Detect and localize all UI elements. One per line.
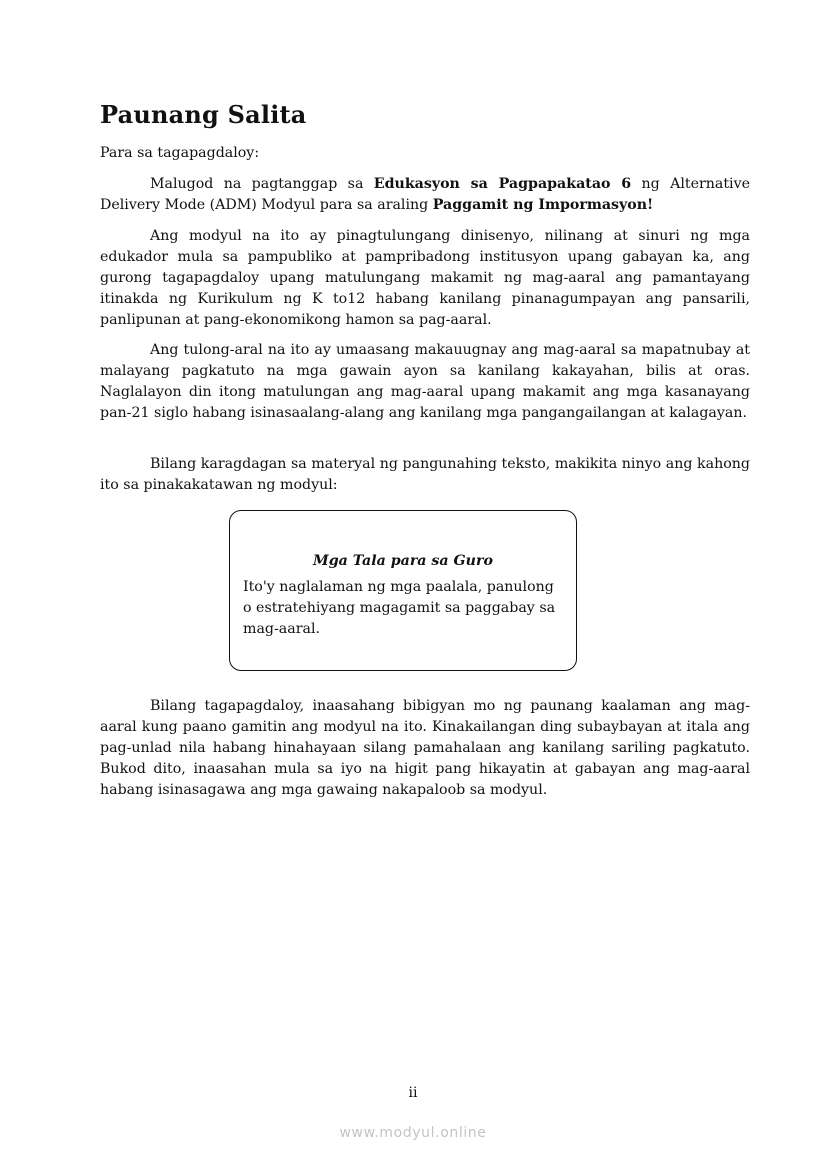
intro-middle-text: ng Alternative Delivery Mode (ADM) Modyul para sa araling [100,176,751,213]
salutation: Para sa tagapagdaloy: [100,145,260,161]
intro-paragraph [100,174,750,216]
additional-material-paragraph: Bilang karagdagan sa materyal ng pangunahing teksto, makikita ninyo ang kahong ito sa pinakakatawan ng modyul: [100,456,750,493]
watermark: www.modyul.online [339,1125,487,1141]
lesson-name: Paggamit ng Impormasyon! [432,197,654,213]
teacher-notes-box [229,510,577,671]
page-title: Paunang Salita [100,100,307,129]
learning-aid-paragraph: Ang tulong-aral na ito ay umaasang makauugnay ang mag-aaral sa mapatnubay at malayang pagkatuto na mga gawain ayon sa kanilang kakayahan, bilis at oras. Naglalayon din itong matulungan ang mag-aaral upang makamit ang mga kasanayang pan-21 siglo habang isinasaalang-alang ang kanilang mga pangangailangan at kalagayan. [100,342,750,421]
teacher-notes-title: Mga Tala para sa Guro [313,553,493,569]
teacher-notes-body: Ito'y naglalaman ng mga paalala, panulong o estratehiyang magagamit sa paggabay sa mag-aaral. [243,579,556,637]
page-number: ii [408,1085,418,1101]
subject-name: Edukasyon sa Pagpapakatao 6 [373,176,632,192]
intro-lead-text: Malugod na pagtanggap sa [150,176,374,192]
facilitator-paragraph: Bilang tagapagdaloy, inaasahang bibigyan mo ng paunang kaalaman ang mag-aaral kung paano gamitin ang modyul na ito. Kinakailangan ding subaybayan at itala ang pag-unlad nila habang hinahayaan silang pamahalaan ang kanilang sariling pagkatuto. Bukod dito, inaasahan mula sa iyo na higit pang hikayatin at gabayan ang mag-aaral habang isinasagawa ang mga gawaing nakapaloob sa modyul. [100,698,750,798]
module-design-paragraph: Ang modyul na ito ay pinagtulungang dinisenyo, nilinang at sinuri ng mga edukador mula sa pampubliko at pampribadong institusyon upang gabayan ka, ang gurong tagapagdaloy upang matulungang makamit ng mag-aaral ang pamantayang itinakda ng Kurikulum ng K to12 habang kanilang pinanagumpayan ang pansarili, panlipunan at pang-ekonomikong hamon sa pag-aaral. [100,228,750,328]
